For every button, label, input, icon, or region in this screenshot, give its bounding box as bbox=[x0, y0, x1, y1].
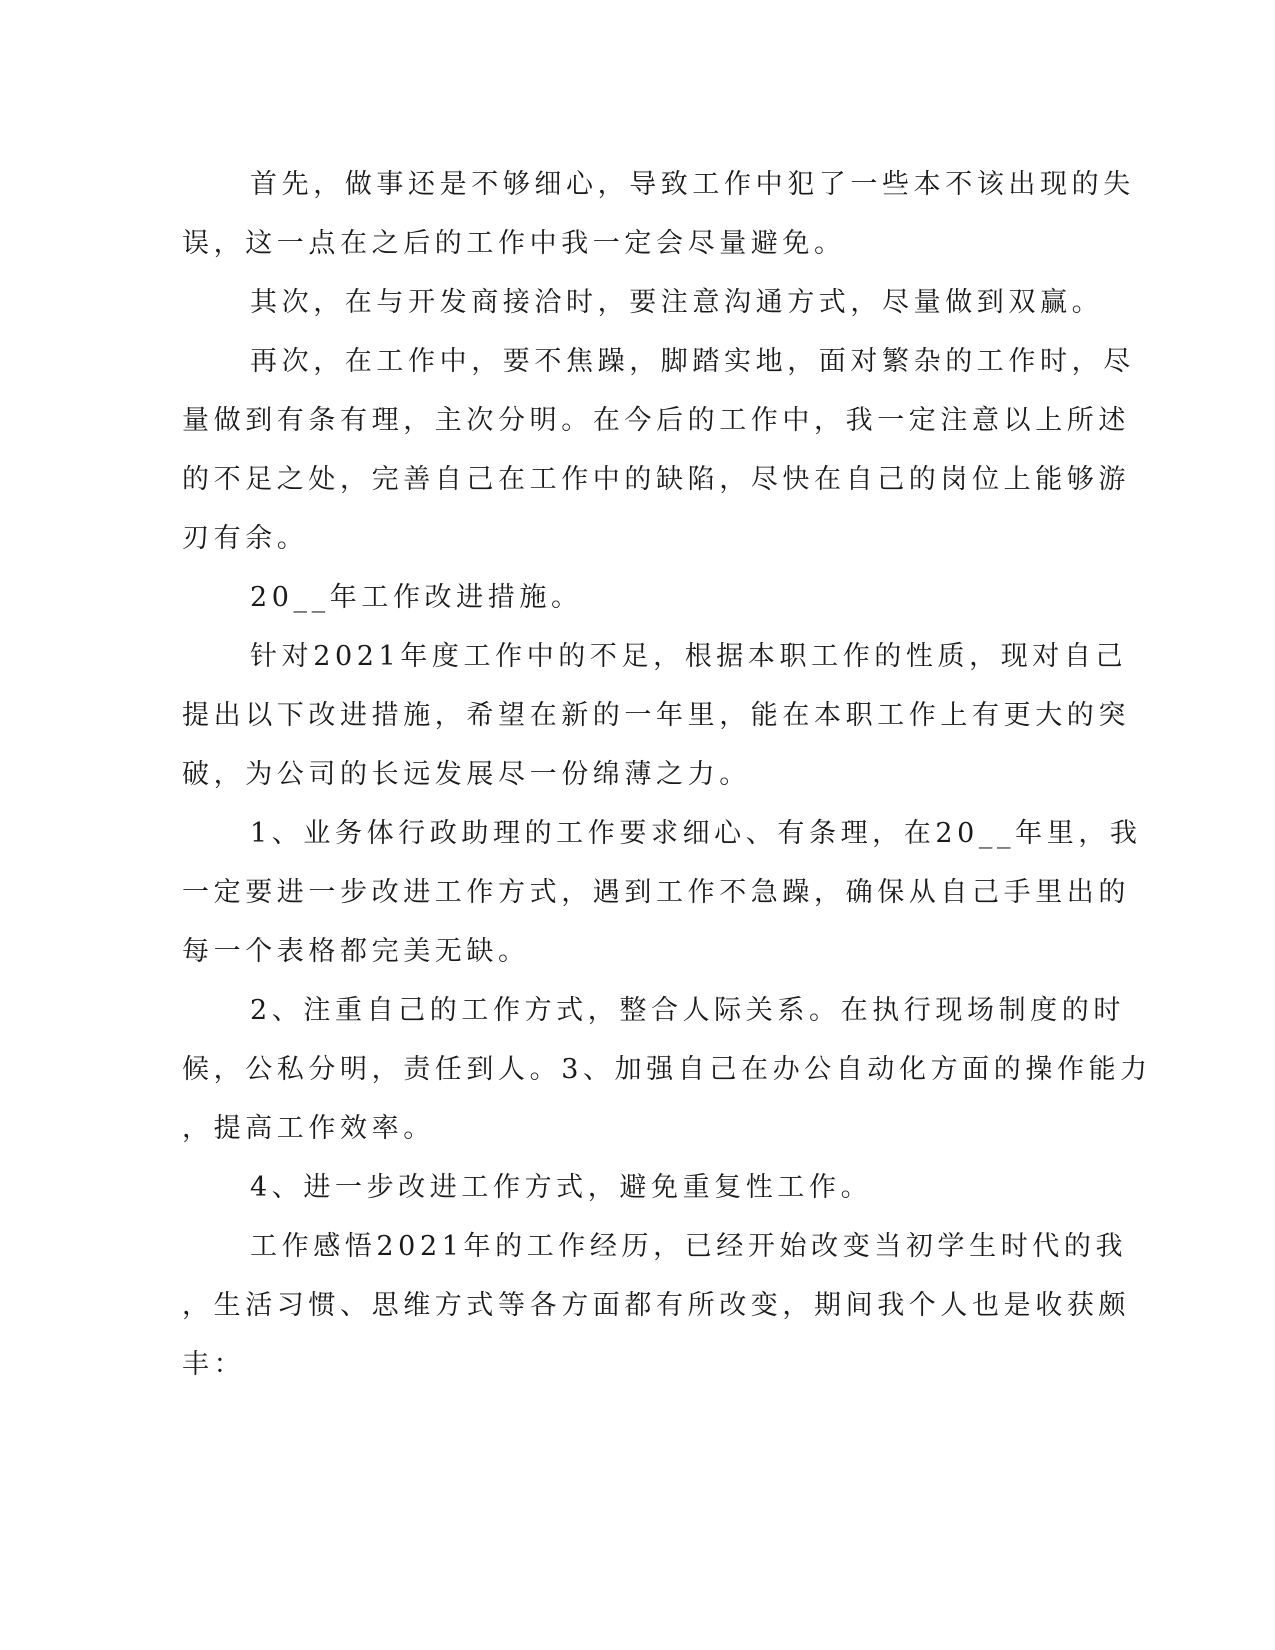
paragraph-line: 其次，在与开发商接洽时，要注意沟通方式，尽量做到双赢。 bbox=[250, 287, 1104, 318]
paragraph-improvements-intro bbox=[182, 627, 1130, 804]
list-item-improvement-4 bbox=[182, 1158, 1032, 1217]
paragraph-line: 每一个表格都完美无缺。 bbox=[182, 936, 530, 967]
paragraph-line: 一定要进一步改进工作方式，遇到工作不急躁，确保从自己手里出的 bbox=[182, 877, 1130, 908]
paragraph-line: 提出以下改进措施，希望在新的一年里，能在本职工作上有更大的突 bbox=[182, 700, 1130, 731]
paragraph-line: 2、注重自己的工作方式，整合人际关系。在执行现场制度的时 bbox=[250, 995, 1125, 1026]
paragraph-line: 4、进一步改进工作方式，避免重复性工作。 bbox=[250, 1172, 873, 1203]
paragraph-line: 刃有余。 bbox=[182, 523, 309, 554]
paragraph-line: 的不足之处，完善自己在工作中的缺陷，尽快在自己的岗位上能够游 bbox=[182, 464, 1130, 495]
paragraph-line: 量做到有条有理，主次分明。在今后的工作中，我一定注意以上所述 bbox=[182, 405, 1130, 436]
paragraph-line: 候，公私分明，责任到人。3、加强自己在办公自动化方面的操作能力 bbox=[182, 1054, 1152, 1085]
paragraph-shortcomings-third bbox=[182, 332, 1135, 568]
section-heading-improvements bbox=[182, 568, 1032, 627]
paragraph-line: 针对2021年度工作中的不足，根据本职工作的性质，现对自己 bbox=[250, 641, 1128, 672]
paragraph-line: 1、业务体行政助理的工作要求细心、有条理，在20__年里，我 bbox=[250, 818, 1142, 849]
paragraph-work-reflection bbox=[182, 1217, 1130, 1394]
paragraph-line: 首先，做事还是不够细心，导致工作中犯了一些本不该出现的失 bbox=[250, 169, 1135, 200]
paragraph-line: ，提高工作效率。 bbox=[182, 1113, 435, 1144]
paragraph-shortcomings-second bbox=[182, 273, 1104, 332]
paragraph-line: ，生活习惯、思维方式等各方面都有所改变，期间我个人也是收获颇 bbox=[182, 1290, 1130, 1321]
paragraph-line: 误，这一点在之后的工作中我一定会尽量避免。 bbox=[182, 228, 846, 259]
list-item-improvement-1 bbox=[182, 804, 1142, 981]
paragraph-line: 丰： bbox=[182, 1349, 246, 1380]
paragraph-line: 工作感悟2021年的工作经历，已经开始改变当初学生时代的我 bbox=[250, 1231, 1128, 1262]
paragraph-line: 20__年工作改进措施。 bbox=[250, 582, 583, 613]
list-item-improvement-2-3 bbox=[182, 981, 1152, 1158]
document-body bbox=[182, 155, 1152, 1394]
paragraph-line: 再次，在工作中，要不焦躁，脚踏实地，面对繁杂的工作时，尽 bbox=[250, 346, 1135, 377]
paragraph-shortcomings-first bbox=[182, 155, 1135, 273]
paragraph-line: 破，为公司的长远发展尽一份绵薄之力。 bbox=[182, 759, 751, 790]
